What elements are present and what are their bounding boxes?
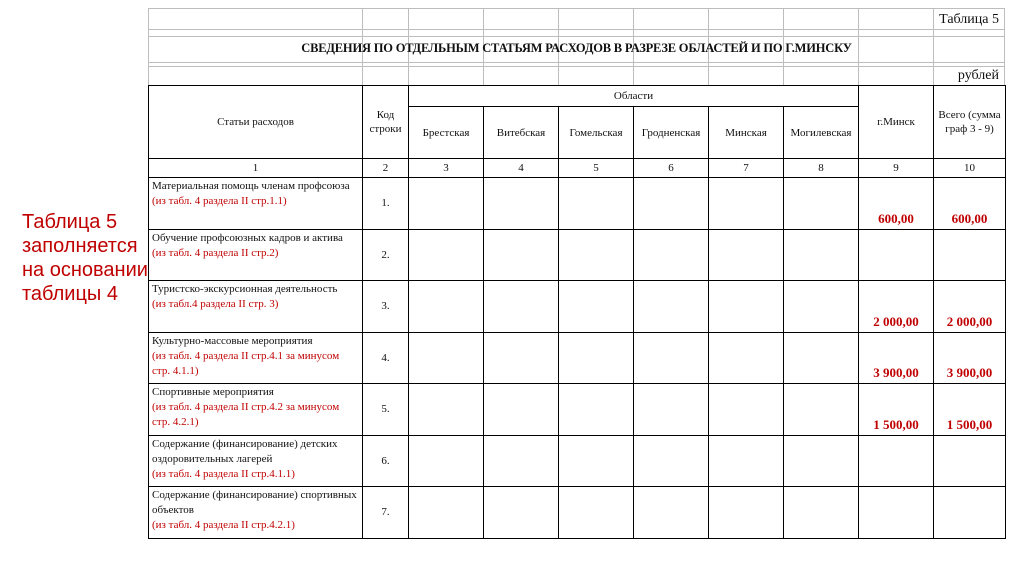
region-cell bbox=[559, 332, 634, 384]
region-cell bbox=[559, 229, 634, 281]
total-value: 1 500,00 bbox=[934, 384, 1006, 436]
column-number: 1 bbox=[149, 159, 363, 178]
minsk-city-value: 2 000,00 bbox=[859, 281, 934, 333]
spreadsheet-sheet bbox=[148, 8, 1005, 566]
region-cell bbox=[634, 281, 709, 333]
region-cell bbox=[409, 178, 484, 230]
region-cell bbox=[709, 435, 784, 487]
minsk-city-value: 600,00 bbox=[859, 178, 934, 230]
table-row bbox=[149, 178, 1006, 230]
row-code: 6. bbox=[363, 435, 409, 487]
total-value: 2 000,00 bbox=[934, 281, 1006, 333]
region-cell bbox=[484, 178, 559, 230]
region-cell bbox=[784, 487, 859, 539]
row-source-ref: (из табл. 4 раздела II стр.4.2 за минусом стр. 4.2.1) bbox=[152, 401, 340, 428]
minsk-city-value bbox=[859, 229, 934, 281]
table-row bbox=[149, 487, 1006, 539]
row-source-ref: (из табл. 4 раздела II стр.1.1) bbox=[152, 195, 287, 207]
column-number: 8 bbox=[784, 159, 859, 178]
region-cell bbox=[559, 384, 634, 436]
row-code: 5. bbox=[363, 384, 409, 436]
region-cell bbox=[559, 178, 634, 230]
region-cell bbox=[634, 178, 709, 230]
region-cell bbox=[409, 435, 484, 487]
header-total: Всего (сумма граф 3 - 9) bbox=[934, 86, 1006, 159]
units-label: рублей bbox=[957, 68, 999, 83]
column-number: 2 bbox=[363, 159, 409, 178]
column-number: 6 bbox=[634, 159, 709, 178]
row-code: 2. bbox=[363, 229, 409, 281]
row-label bbox=[149, 332, 363, 384]
column-number: 3 bbox=[409, 159, 484, 178]
row-code: 4. bbox=[363, 332, 409, 384]
table-row bbox=[149, 435, 1006, 487]
region-cell bbox=[634, 435, 709, 487]
total-value bbox=[934, 229, 1006, 281]
expenses-table bbox=[148, 85, 1006, 539]
total-value: 600,00 bbox=[934, 178, 1006, 230]
column-number: 10 bbox=[934, 159, 1006, 178]
row-name: Содержание (финансирование) спортивных объектов bbox=[152, 489, 357, 516]
region-cell bbox=[709, 332, 784, 384]
region-cell bbox=[484, 435, 559, 487]
region-cell bbox=[559, 487, 634, 539]
region-cell bbox=[409, 332, 484, 384]
region-cell bbox=[784, 384, 859, 436]
header-gomel: Гомельская bbox=[559, 107, 634, 159]
region-cell bbox=[709, 229, 784, 281]
region-cell bbox=[484, 332, 559, 384]
header-grodno: Гродненская bbox=[634, 107, 709, 159]
region-cell bbox=[634, 384, 709, 436]
header-minsk-region: Минская bbox=[709, 107, 784, 159]
minsk-city-value bbox=[859, 435, 934, 487]
header-vitebsk: Витебская bbox=[484, 107, 559, 159]
region-cell bbox=[484, 487, 559, 539]
region-cell bbox=[784, 229, 859, 281]
row-name: Спортивные мероприятия bbox=[152, 386, 274, 398]
region-cell bbox=[709, 281, 784, 333]
minsk-city-value: 1 500,00 bbox=[859, 384, 934, 436]
column-number: 7 bbox=[709, 159, 784, 178]
header-code: Код строки bbox=[363, 86, 409, 159]
region-cell bbox=[709, 178, 784, 230]
column-number: 4 bbox=[484, 159, 559, 178]
region-cell bbox=[709, 487, 784, 539]
row-source-ref: (из табл. 4 раздела II стр.2) bbox=[152, 246, 279, 259]
row-label bbox=[149, 178, 363, 230]
row-label bbox=[149, 384, 363, 436]
row-code: 1. bbox=[363, 178, 409, 230]
minsk-city-value: 3 900,00 bbox=[859, 332, 934, 384]
side-caption: Таблица 5 заполняется на основании таблицы 4 bbox=[22, 211, 148, 305]
row-source-ref: (из табл. 4 раздела II стр.4.1 за минусом стр. 4.1.1) bbox=[152, 349, 340, 377]
table-number: Таблица 5 bbox=[939, 12, 999, 27]
region-cell bbox=[634, 229, 709, 281]
row-source-ref: (из табл.4 раздела II стр. 3) bbox=[152, 298, 279, 310]
region-cell bbox=[484, 281, 559, 333]
region-cell bbox=[709, 384, 784, 436]
column-number: 5 bbox=[559, 159, 634, 178]
header-items: Статьи расходов bbox=[149, 86, 363, 159]
header-mogilev: Могилевская bbox=[784, 107, 859, 159]
total-value bbox=[934, 435, 1006, 487]
header-regions: Области bbox=[409, 86, 859, 107]
row-source-ref: (из табл. 4 раздела II стр.4.1.1) bbox=[152, 467, 295, 480]
region-cell bbox=[634, 332, 709, 384]
minsk-city-value bbox=[859, 487, 934, 539]
row-name: Туристско-экскурсионная деятельность bbox=[152, 283, 338, 295]
row-name: Содержание (финансирование) детских оздоровительных лагерей bbox=[152, 437, 338, 465]
region-cell bbox=[784, 332, 859, 384]
region-cell bbox=[784, 178, 859, 230]
region-cell bbox=[484, 384, 559, 436]
region-cell bbox=[784, 281, 859, 333]
region-cell bbox=[409, 487, 484, 539]
row-name: Культурно-массовые мероприятия bbox=[152, 334, 313, 347]
row-code: 3. bbox=[363, 281, 409, 333]
region-cell bbox=[784, 435, 859, 487]
row-name: Обучение профсоюзных кадров и актива bbox=[152, 231, 343, 244]
table-title: СВЕДЕНИЯ ПО ОТДЕЛЬНЫМ СТАТЬЯМ РАСХОДОВ В РАЗРЕЗЕ ОБЛАСТЕЙ И ПО Г.МИНСКУ bbox=[301, 41, 852, 55]
header-minsk-city: г.Минск bbox=[859, 86, 934, 159]
region-cell bbox=[559, 281, 634, 333]
table-row bbox=[149, 229, 1006, 281]
row-label bbox=[149, 435, 363, 487]
region-cell bbox=[409, 281, 484, 333]
table-row bbox=[149, 332, 1006, 384]
row-source-ref: (из табл. 4 раздела II стр.4.2.1) bbox=[152, 519, 295, 531]
region-cell bbox=[409, 229, 484, 281]
table-row bbox=[149, 384, 1006, 436]
header-brest: Брестская bbox=[409, 107, 484, 159]
row-label bbox=[149, 281, 363, 333]
total-value: 3 900,00 bbox=[934, 332, 1006, 384]
column-number: 9 bbox=[859, 159, 934, 178]
row-label bbox=[149, 229, 363, 281]
region-cell bbox=[559, 435, 634, 487]
row-code: 7. bbox=[363, 487, 409, 539]
row-label bbox=[149, 487, 363, 539]
region-cell bbox=[634, 487, 709, 539]
row-name: Материальная помощь членам профсоюза bbox=[152, 180, 350, 192]
total-value bbox=[934, 487, 1006, 539]
table-row bbox=[149, 281, 1006, 333]
region-cell bbox=[409, 384, 484, 436]
region-cell bbox=[484, 229, 559, 281]
